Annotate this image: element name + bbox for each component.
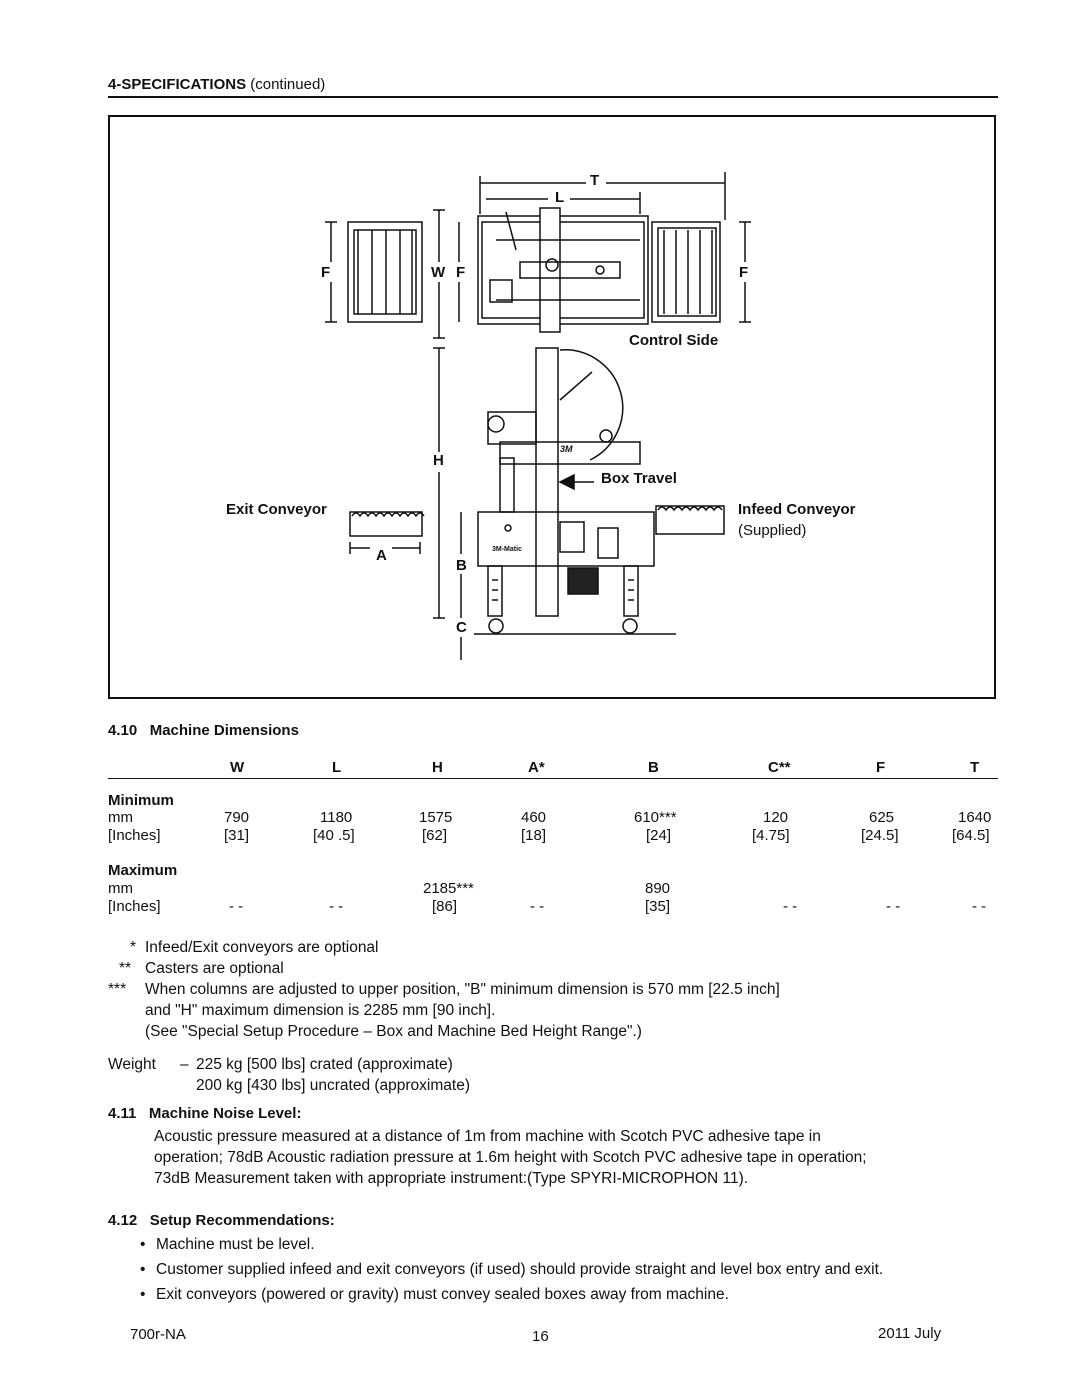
dim-label-f-mid: F [456, 264, 466, 281]
max-in-l: - - [329, 898, 344, 915]
col-h: H [432, 759, 443, 776]
machine-badge: 3M-Matic [492, 546, 522, 553]
col-a: A* [528, 759, 545, 776]
brand-mark: 3M [560, 444, 573, 454]
dimensions-heading [108, 722, 299, 739]
col-b: B [648, 759, 659, 776]
noise-line-1: Acoustic pressure measured at a distance of 1m from machine with Scotch PVC adhesive tape in [154, 1128, 821, 1145]
col-t: T [970, 759, 980, 776]
dim-label-l: L [555, 189, 565, 206]
dims-header-rule [108, 778, 998, 779]
maximum-label: Maximum [108, 862, 178, 879]
note-text: When columns are adjusted to upper position, "B" minimum dimension is 570 mm [22.5 inch] [145, 981, 780, 998]
note-3-line-2: and "H" maximum dimension is 2285 mm [90 inch]. [145, 1002, 496, 1019]
row-unit: [Inches] [108, 898, 161, 915]
setup-item-3: Exit conveyors (powered or gravity) must convey sealed boxes away from machine. [156, 1286, 729, 1303]
dim-label-a: A [376, 547, 387, 564]
min-in-b: [24] [646, 827, 672, 844]
note-text: Infeed/Exit conveyors are optional [145, 939, 379, 956]
dim-label-f-right: F [739, 264, 749, 281]
row-unit: mm [108, 809, 133, 826]
note-mark: * [130, 939, 137, 956]
noise-heading [108, 1105, 301, 1122]
weight-label: Weight [108, 1056, 156, 1073]
max-in-w: - - [229, 898, 244, 915]
supplied-label: (Supplied) [738, 522, 807, 539]
setup-number: 4.12 [108, 1212, 138, 1229]
min-in-f: [24.5] [861, 827, 899, 844]
dim-label-t: T [590, 172, 600, 189]
min-mm-c: 120 [763, 809, 789, 826]
setup-bullet-1 [140, 1234, 145, 1255]
minimum-label: Minimum [108, 792, 174, 809]
setup-bullet-2 [140, 1259, 145, 1280]
row-unit: mm [108, 880, 133, 897]
section-title: 4-SPECIFICATIONS [108, 76, 247, 93]
note-text: Casters are optional [145, 960, 284, 977]
col-f: F [876, 759, 886, 776]
noise-line-3: 73dB Measurement taken with appropriate instrument:(Type SPYRI-MICROPHON 11). [154, 1170, 749, 1187]
noise-line-2: operation; 78dB Acoustic radiation pressure at 1.6m height with Scotch PVC adhesive tape in operation; [154, 1149, 867, 1166]
bullet-icon: • [140, 1286, 146, 1303]
maximum-in-row [108, 898, 998, 916]
max-in-a: - - [530, 898, 545, 915]
max-mm-b: 890 [645, 880, 671, 897]
section-suffix: (continued) [250, 76, 326, 93]
col-w: W [230, 759, 245, 776]
noise-number: 4.11 [108, 1105, 137, 1122]
dim-label-c: C [456, 619, 467, 636]
minimum-mm-row [108, 809, 998, 827]
dimensions-title: Machine Dimensions [149, 722, 299, 739]
min-in-l: [40 .5] [313, 827, 355, 844]
dim-label-h: H [433, 452, 444, 469]
setup-title: Setup Recommendations: [149, 1212, 335, 1229]
note-mark: *** [108, 981, 127, 998]
minimum-in-row [108, 827, 998, 845]
footer-date: 2011 July [878, 1325, 942, 1342]
machine-diagram [110, 117, 994, 697]
footer-page-number: 16 [532, 1328, 549, 1345]
min-mm-b: 610*** [634, 809, 677, 826]
min-mm-f: 625 [869, 809, 895, 826]
min-mm-h: 1575 [419, 809, 453, 826]
dim-label-f-left: F [321, 264, 331, 281]
exit-conveyor-label: Exit Conveyor [226, 501, 327, 518]
section-header [108, 76, 325, 93]
min-in-t: [64.5] [952, 827, 990, 844]
min-mm-a: 460 [521, 809, 547, 826]
header-rule [108, 96, 998, 98]
footer-doc-id: 700r-NA [130, 1326, 186, 1343]
note-3-line-3: (See "Special Setup Procedure – Box and Machine Bed Height Range".) [145, 1023, 642, 1040]
setup-bullet-3 [140, 1284, 145, 1305]
note-mark: ** [119, 960, 132, 977]
min-in-a: [18] [521, 827, 547, 844]
dim-label-w: W [431, 264, 446, 281]
min-in-c: [4.75] [752, 827, 790, 844]
setup-item-1: Machine must be level. [156, 1236, 315, 1253]
min-mm-l: 1180 [320, 809, 353, 826]
min-mm-w: 790 [224, 809, 250, 826]
min-in-h: [62] [422, 827, 448, 844]
bullet-icon: • [140, 1261, 146, 1278]
max-in-b: [35] [645, 898, 671, 915]
dimensions-number: 4.10 [108, 722, 138, 739]
max-in-t: - - [972, 898, 987, 915]
weight-dash: – [180, 1056, 189, 1073]
max-in-h: [86] [432, 898, 458, 915]
infeed-conveyor-label: Infeed Conveyor [738, 501, 856, 518]
control-side-label: Control Side [629, 332, 719, 349]
setup-item-2: Customer supplied infeed and exit conveyors (if used) should provide straight and level box entry and exit. [156, 1261, 884, 1278]
col-c: C** [768, 759, 791, 776]
maximum-mm-row [108, 880, 998, 898]
max-in-c: - - [783, 898, 798, 915]
weight-uncrated: 200 kg [430 lbs] uncrated (approximate) [196, 1077, 470, 1094]
row-unit: [Inches] [108, 827, 161, 844]
max-mm-h: 2185*** [423, 880, 474, 897]
max-in-f: - - [886, 898, 901, 915]
bullet-icon: • [140, 1236, 146, 1253]
weight-crated: 225 kg [500 lbs] crated (approximate) [196, 1056, 453, 1073]
min-in-w: [31] [224, 827, 250, 844]
setup-heading [108, 1212, 335, 1229]
min-mm-t: 1640 [958, 809, 992, 826]
dim-label-b: B [456, 557, 467, 574]
box-travel-label: Box Travel [601, 470, 677, 487]
dims-column-headers [108, 759, 998, 779]
col-l: L [332, 759, 342, 776]
noise-title: Machine Noise Level: [148, 1105, 302, 1122]
